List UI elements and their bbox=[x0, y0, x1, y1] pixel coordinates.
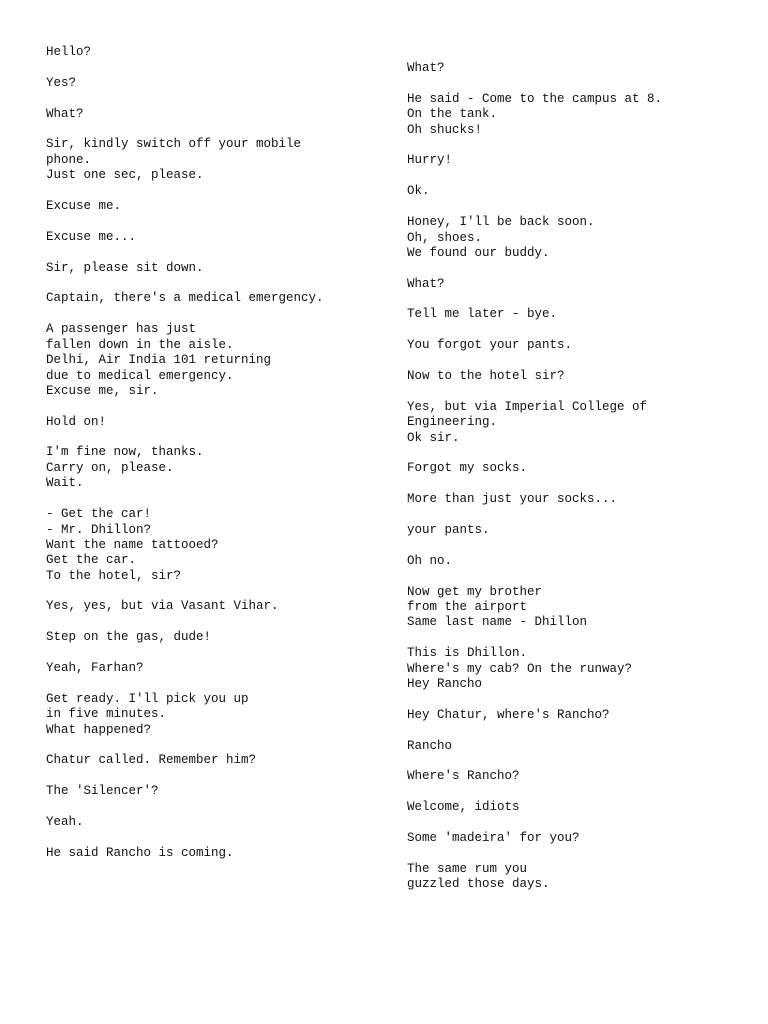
subtitle-line: Oh shucks! bbox=[407, 122, 483, 137]
subtitle-line: Get ready. I'll pick you up in five minutes. bbox=[46, 691, 249, 722]
subtitle-line: Hey Rancho bbox=[407, 677, 483, 691]
subtitle-line: Same last name - Dhillon bbox=[407, 615, 588, 630]
subtitle-line: - Get the car! - Mr. Dhillon? bbox=[46, 507, 152, 537]
subtitle-line: The 'Silencer'? bbox=[46, 784, 159, 799]
subtitle-line: Hold on! bbox=[46, 414, 107, 429]
subtitle-line: Forgot my socks. bbox=[407, 461, 528, 476]
subtitle-line: Hello? bbox=[46, 45, 92, 59]
subtitle-line: Excuse me. bbox=[46, 199, 122, 213]
subtitle-line: Yes? bbox=[46, 75, 77, 90]
subtitle-line: Welcome, idiots bbox=[407, 800, 520, 815]
subtitle-line: Yeah, Farhan? bbox=[46, 661, 144, 675]
subtitle-line: I'm fine now, thanks. Carry on, please. bbox=[46, 445, 204, 475]
subtitle-line: Chatur called. Remember him? bbox=[46, 753, 257, 768]
subtitle-line: What? bbox=[46, 106, 84, 121]
subtitle-line: Wait. bbox=[46, 476, 84, 491]
subtitle-line: We found our buddy. bbox=[407, 245, 550, 260]
subtitle-line: Yeah. bbox=[46, 815, 84, 829]
subtitle-line: Want the name tattooed? Get the car. bbox=[46, 537, 219, 568]
subtitle-line: Hurry! bbox=[407, 153, 453, 168]
subtitle-line: Yes, yes, but via Vasant Vihar. bbox=[46, 599, 279, 614]
subtitle-line: What? bbox=[407, 276, 445, 291]
subtitle-line: Captain, there's a medical emergency. bbox=[46, 291, 324, 306]
subtitle-line: What happened? bbox=[46, 722, 152, 737]
subtitle-line: Just one sec, please. bbox=[46, 168, 204, 183]
subtitle-line: The same rum you guzzled those days. bbox=[407, 861, 550, 892]
subtitle-line: Ok. bbox=[407, 184, 430, 199]
subtitle-line: Delhi, Air India 101 returning due to medical emergency. bbox=[46, 353, 272, 383]
subtitle-line: Ok sir. bbox=[407, 430, 460, 445]
subtitle-line: He said Rancho is coming. bbox=[46, 845, 234, 860]
subtitle-line: Sir, please sit down. bbox=[46, 260, 204, 275]
subtitle-line: Sir, kindly switch off your mobile phone. bbox=[46, 137, 302, 167]
subtitle-line: Excuse me... bbox=[46, 229, 137, 244]
subtitle-line: Oh no. bbox=[407, 553, 453, 568]
subtitle-line: Now to the hotel sir? bbox=[407, 369, 565, 383]
subtitle-line: your pants. bbox=[407, 523, 490, 537]
subtitle-line: Excuse me, sir. bbox=[46, 383, 159, 398]
subtitle-line: Some 'madeira' for you? bbox=[407, 831, 580, 845]
subtitle-line: What? bbox=[407, 61, 445, 75]
subtitle-line: A passenger has just fallen down in the aisle. bbox=[46, 322, 234, 352]
subtitle-line: Now get my brother from the airport bbox=[407, 584, 543, 615]
subtitle-line: To the hotel, sir? bbox=[46, 568, 182, 583]
subtitle-line: Hey Chatur, where's Rancho? bbox=[407, 707, 610, 722]
subtitle-line: Step on the gas, dude! bbox=[46, 630, 212, 645]
subtitle-line: Where's Rancho? bbox=[407, 769, 520, 784]
subtitle-line: Rancho bbox=[407, 738, 453, 753]
subtitle-line: Honey, I'll be back soon. Oh, shoes. bbox=[407, 215, 595, 245]
subtitle-line: You forgot your pants. bbox=[407, 338, 573, 353]
subtitle-line: More than just your socks... bbox=[407, 492, 618, 507]
subtitle-line: Tell me later - bye. bbox=[407, 307, 558, 322]
subtitle-line: He said - Come to the campus at 8. On the tank. bbox=[407, 91, 663, 122]
subtitle-line: Yes, but via Imperial College of Engineering. bbox=[407, 399, 648, 430]
subtitle-line: This is Dhillon. Where's my cab? On the runway? bbox=[407, 646, 633, 676]
